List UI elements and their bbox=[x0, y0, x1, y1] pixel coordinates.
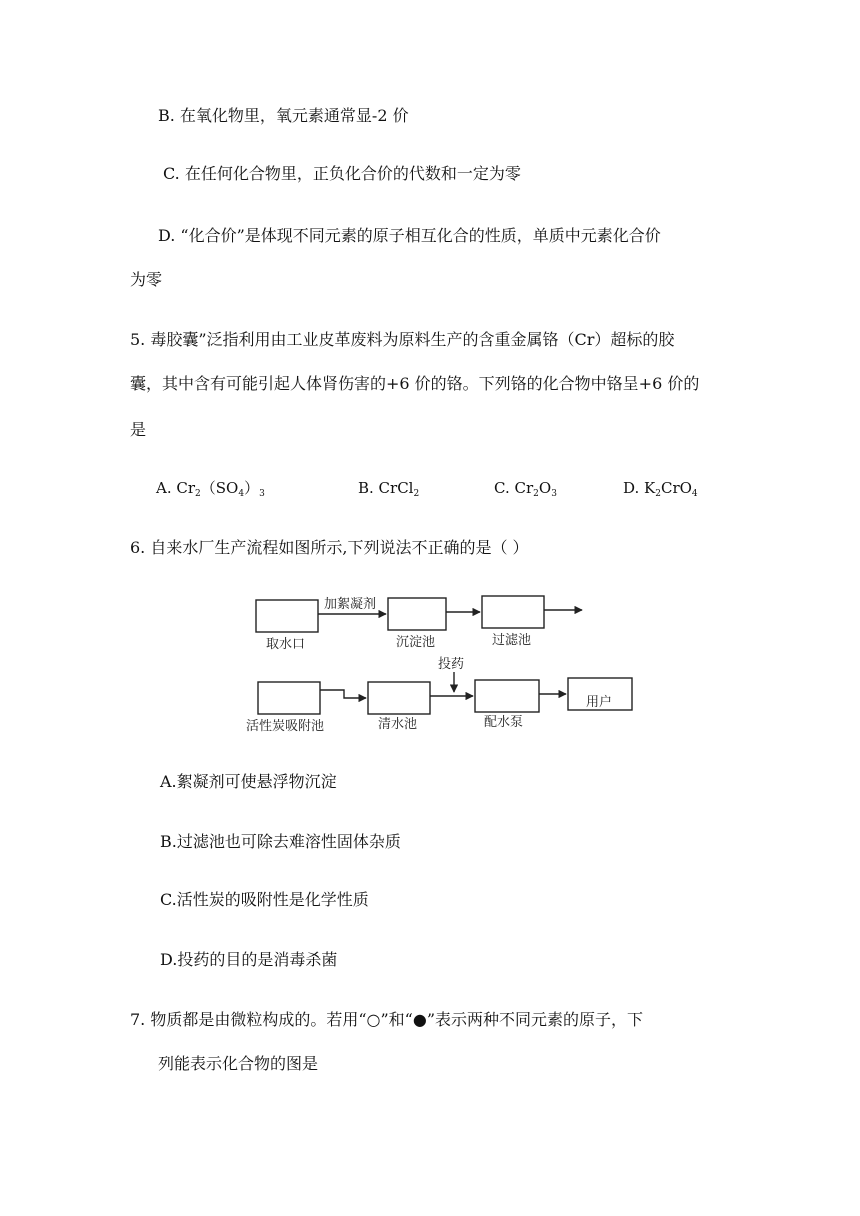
arrow-carbon-to-clear bbox=[320, 690, 366, 698]
label-user: 用户 bbox=[586, 695, 613, 710]
label-settling: 沉淀池 bbox=[396, 635, 436, 650]
label-intake: 取水口 bbox=[266, 637, 306, 652]
box-intake bbox=[256, 600, 318, 632]
label-filter: 过滤池 bbox=[492, 633, 532, 648]
q6-option-b: B.过滤池也可除去难溶性固体杂质 bbox=[160, 832, 401, 851]
q7-stem-line2: 列能表示化合物的图是 bbox=[158, 1054, 319, 1073]
label-clear: 清水池 bbox=[378, 717, 418, 732]
q7-stem-line1: 7. 物质都是由微粒构成的。若用“○”和“●”表示两种不同元素的原子，下 bbox=[130, 1010, 643, 1029]
q6-option-a: A.絮凝剂可使悬浮物沉淀 bbox=[160, 772, 337, 791]
water-treatment-flow-diagram bbox=[0, 580, 860, 740]
q5-option-c: C. $Cr_2O_3$ bbox=[494, 479, 557, 499]
label-pump: 配水泵 bbox=[484, 715, 524, 730]
q5-option-b: B. CrCl$_2$ bbox=[358, 479, 420, 499]
q6-option-d: D.投药的目的是消毒杀菌 bbox=[160, 950, 338, 969]
box-settling bbox=[388, 598, 446, 630]
q4-option-b: B. 在氧化物里，氧元素通常显-2 价 bbox=[158, 106, 409, 125]
q5-stem-line2: 囊，其中含有可能引起人体肾伤害的+6 价的铬。下列铬的化合物中铬呈+6 价的 bbox=[130, 374, 700, 393]
q5-stem-line1: 5. 毒胶囊”泛指利用由工业皮革废料为原料生产的含重金属铬（Cr）超标的胶 bbox=[130, 330, 675, 349]
q5-option-d: D. $K_2CrO_4$ bbox=[623, 479, 698, 499]
q4-option-c: C. 在任何化合物里，正负化合价的代数和一定为零 bbox=[163, 164, 521, 183]
label-flocculant: 加絮凝剂 bbox=[324, 597, 377, 612]
box-pump bbox=[475, 680, 539, 712]
box-filter bbox=[482, 596, 544, 628]
box-clear bbox=[368, 682, 430, 714]
q4-option-d-line1: D. “化合价”是体现不同元素的原子相互化合的性质，单质中元素化合价 bbox=[158, 226, 661, 245]
box-carbon bbox=[258, 682, 320, 714]
q6-stem: 6. 自来水厂生产流程如图所示,下列说法不正确的是（ ） bbox=[130, 538, 529, 557]
q5-option-a: A. $Cr_2(SO_4)_3$ bbox=[156, 479, 265, 499]
q4-option-d-line2: 为零 bbox=[130, 270, 163, 289]
q6-option-c: C.活性炭的吸附性是化学性质 bbox=[160, 890, 369, 909]
label-carbon: 活性炭吸附池 bbox=[246, 719, 325, 734]
label-dosing: 投药 bbox=[438, 657, 465, 672]
q5-stem-line3: 是 bbox=[130, 420, 147, 439]
